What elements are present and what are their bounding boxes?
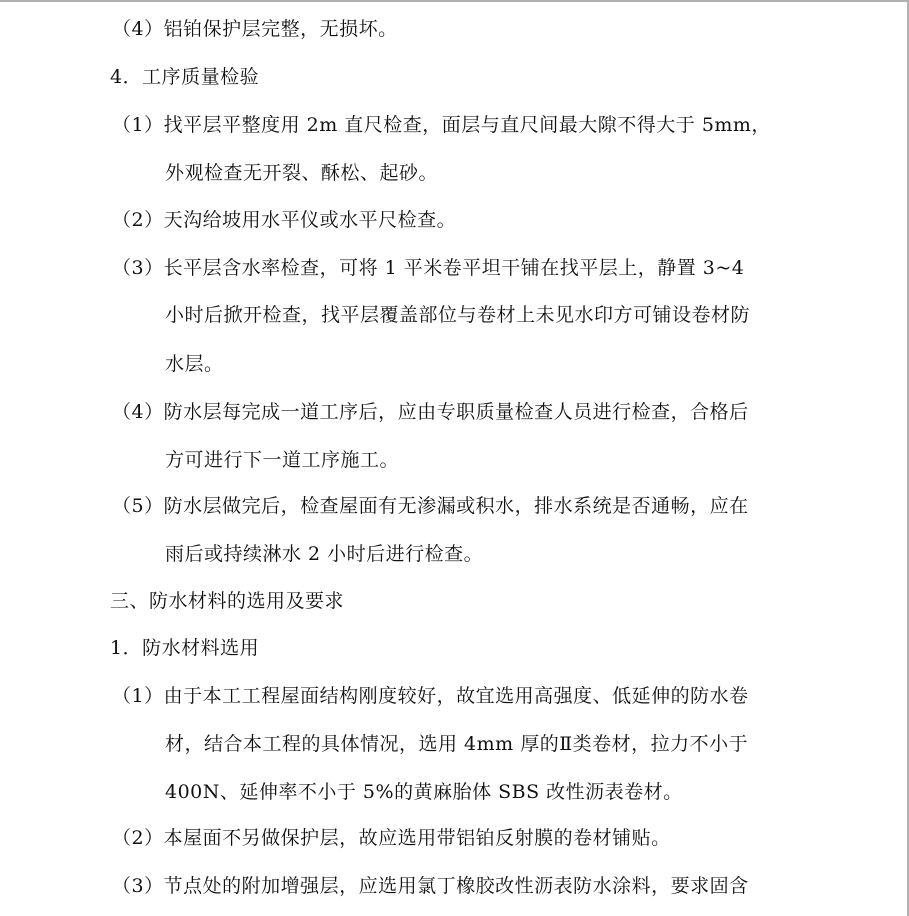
section-heading-4: 4．工序质量检验 bbox=[110, 66, 260, 88]
text-line-12: 雨后或持续淋水 2 小时后进行检查。 bbox=[165, 543, 484, 565]
page-border-top bbox=[0, 0, 909, 2]
text-line-18: （2）本屋面不另做保护层，故应选用带铝铂反射膜的卷材铺贴。 bbox=[112, 827, 671, 849]
text-line-4: 外观检查无开裂、酥松、起砂。 bbox=[165, 162, 439, 184]
section-heading-3: 三、防水材料的选用及要求 bbox=[110, 590, 345, 612]
text-line-16: 材，结合本工程的具体情况，选用 4mm 厚的Ⅱ类卷材，拉力不小于 bbox=[165, 733, 749, 755]
text-line-10: 方可进行下一道工序施工。 bbox=[165, 449, 400, 471]
text-line-7: 小时后掀开检查，找平层覆盖部位与卷材上未见水印方可铺设卷材防 bbox=[165, 304, 751, 326]
text-line-5: （2）天沟给坡用水平仪或水平尺检查。 bbox=[112, 209, 457, 231]
text-line-11: （5）防水层做完后，检查屋面有无渗漏或积水，排水系统是否通畅，应在 bbox=[112, 495, 749, 517]
text-line-8: 水层。 bbox=[165, 353, 224, 375]
text-line-19: （3）节点处的附加增强层，应选用氯丁橡胶改性沥表防水涂料，要求固含 bbox=[112, 875, 749, 897]
text-line-6: （3）长平层含水率检查，可将 1 平米卷平坦干铺在找平层上，静置 3~4 bbox=[112, 257, 745, 279]
text-line-17: 400N、延伸率不小于 5%的黄麻胎体 SBS 改性沥表卷材。 bbox=[165, 781, 683, 803]
text-line-15: （1）由于本工工程屋面结构刚度较好，故宜选用高强度、低延伸的防水卷 bbox=[112, 685, 749, 707]
text-line-1: （4）铝铂保护层完整，无损坏。 bbox=[112, 18, 398, 40]
subsection-heading-1: 1．防水材料选用 bbox=[110, 637, 260, 659]
text-line-3: （1）找平层平整度用 2m 直尺检查，面层与直尺间最大隙不得大于 5mm， bbox=[112, 114, 771, 136]
text-line-9: （4）防水层每完成一道工序后，应由专职质量检查人员进行检查，合格后 bbox=[112, 401, 749, 423]
